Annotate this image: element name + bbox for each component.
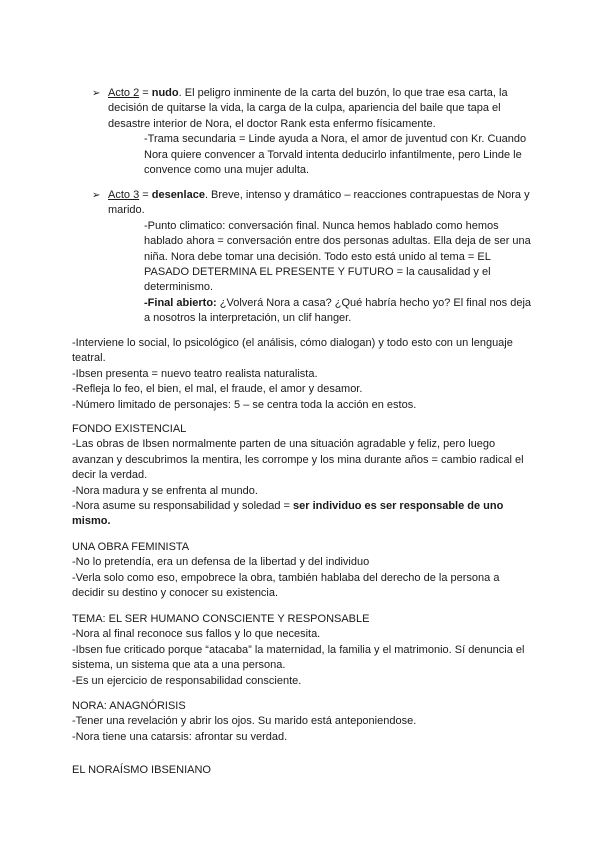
acto3-text (108, 188, 532, 219)
general-notes (72, 336, 532, 413)
fondo-heading: FONDO EXISTENCIAL (72, 423, 187, 435)
fondo-last-bold: ser individuo es ser responsable de uno mismo. (72, 500, 504, 528)
acto3-final (144, 296, 532, 327)
fondo-line (72, 499, 532, 530)
acto2-eq: = (139, 87, 152, 99)
feminista-section (72, 540, 532, 602)
fondo-last: -Nora asume su responsabilidad y soledad = (72, 500, 294, 513)
final-abierto-text: ¿Volverá Nora a casa? ¿Qué habría hecho yo? El final nos deja a nosotros la interpretación, un clif hanger. (144, 296, 532, 325)
acto2-label: Acto 2 (108, 87, 140, 99)
acto2-bullet (92, 86, 532, 178)
acto2-body: . El peligro inminente de la carta del buzón, lo que trae esa carta, la decisión de quitarse la vida, la carga de la culpa, apariencia del baile que tapa el desastre interior de Nora, el doctor Rank esta enfermo físicamente. (108, 87, 508, 130)
acto3-keyword: desenlace (151, 189, 205, 201)
acto2-keyword: nudo (151, 87, 179, 99)
general-line: -Refleja lo feo, el bien, el mal, el fraude, el amor y desamor. (72, 383, 363, 396)
fondo-line: -Las obras de Ibsen normalmente parten de una situación agradable y feliz, pero luego avanzan y descubrimos la mentira, les corrompe y los mina durante años = cambio radical el decir la verdad. (72, 438, 524, 482)
acto3-bullet (92, 188, 532, 327)
arrow-bullet-icon: ➢ (92, 190, 101, 201)
general-line: -Interviene lo social, lo psicológico (el análisis, cómo dialogan) y todo esto con un lenguaje teatral. (72, 337, 513, 365)
anagnorisis-heading: NORA: ANAGNÓRISIS (72, 700, 186, 712)
acto2-text (108, 86, 532, 132)
feminista-line: -Verla solo como eso, empobrece la obra, también hablaba del derecho de la persona a decidir su destino y conocer su existencia. (72, 571, 500, 600)
fondo-line: -Nora madura y se enfrenta al mundo. (72, 484, 258, 497)
arrow-bullet-icon: ➢ (92, 88, 101, 99)
acto2-sub (144, 132, 532, 178)
acto3-sub (144, 219, 532, 327)
anagnorisis-line: -Nora tiene una catarsis: afrontar su verdad. (72, 730, 288, 743)
acto2-subplot: -Trama secundaria = Linde ayuda a Nora, el amor de juventud con Kr. Cuando Nora quiere convencer a Torvald intenta deducirlo infantilmente, pero Linde le convence como una mujer adulta. (144, 133, 527, 177)
tema-line: -Es un ejercicio de responsabilidad consciente. (72, 674, 302, 687)
acto3-eq: = (139, 189, 152, 201)
feminista-heading: UNA OBRA FEMINISTA (72, 541, 190, 553)
noraismo-heading: EL NORAÍSMO IBSENIANO (72, 764, 211, 776)
general-line: -Ibsen presenta = nuevo teatro realista naturalista. (72, 367, 318, 380)
tema-line: -Nora al final reconoce sus fallos y lo que necesita. (72, 628, 321, 641)
acto3-label: Acto 3 (108, 189, 140, 201)
anagnorisis-line: -Tener una revelación y abrir los ojos. Su marido está anteponiendose. (72, 715, 417, 728)
general-line: -Número limitado de personajes: 5 – se centra toda la acción en estos. (72, 398, 417, 411)
anagnorisis-section (72, 699, 532, 745)
feminista-line: -No lo pretendía, era un defensa de la libertad y del individuo (72, 556, 370, 569)
tema-line: -Ibsen fue criticado porque “atacaba” la maternidad, la familia y el matrimonio. Sí denuncia el sistema, un sistema que ata a una persona. (72, 643, 525, 672)
fondo-section (72, 422, 532, 530)
tema-section (72, 612, 532, 689)
acto3-climax: -Punto climatico: conversación final. Nunca hemos hablado como hemos hablado ahora = conversación entre dos personas adultas. Ella deja de ser una niña. Nora debe tomar una decisión. Todo esto está unido al tema = EL PASADO DETERMINA EL PRESENTE Y FUTURO = la causalidad y el determinismo. (144, 219, 531, 294)
noraismo-section (72, 763, 532, 778)
final-abierto-label: -Final abierto: (144, 296, 217, 309)
acto3-body: . Breve, intenso y dramático – reacciones contrapuestas de Nora y marido. (108, 189, 530, 217)
tema-heading: TEMA: EL SER HUMANO CONSCIENTE Y RESPONSABLE (72, 613, 370, 625)
